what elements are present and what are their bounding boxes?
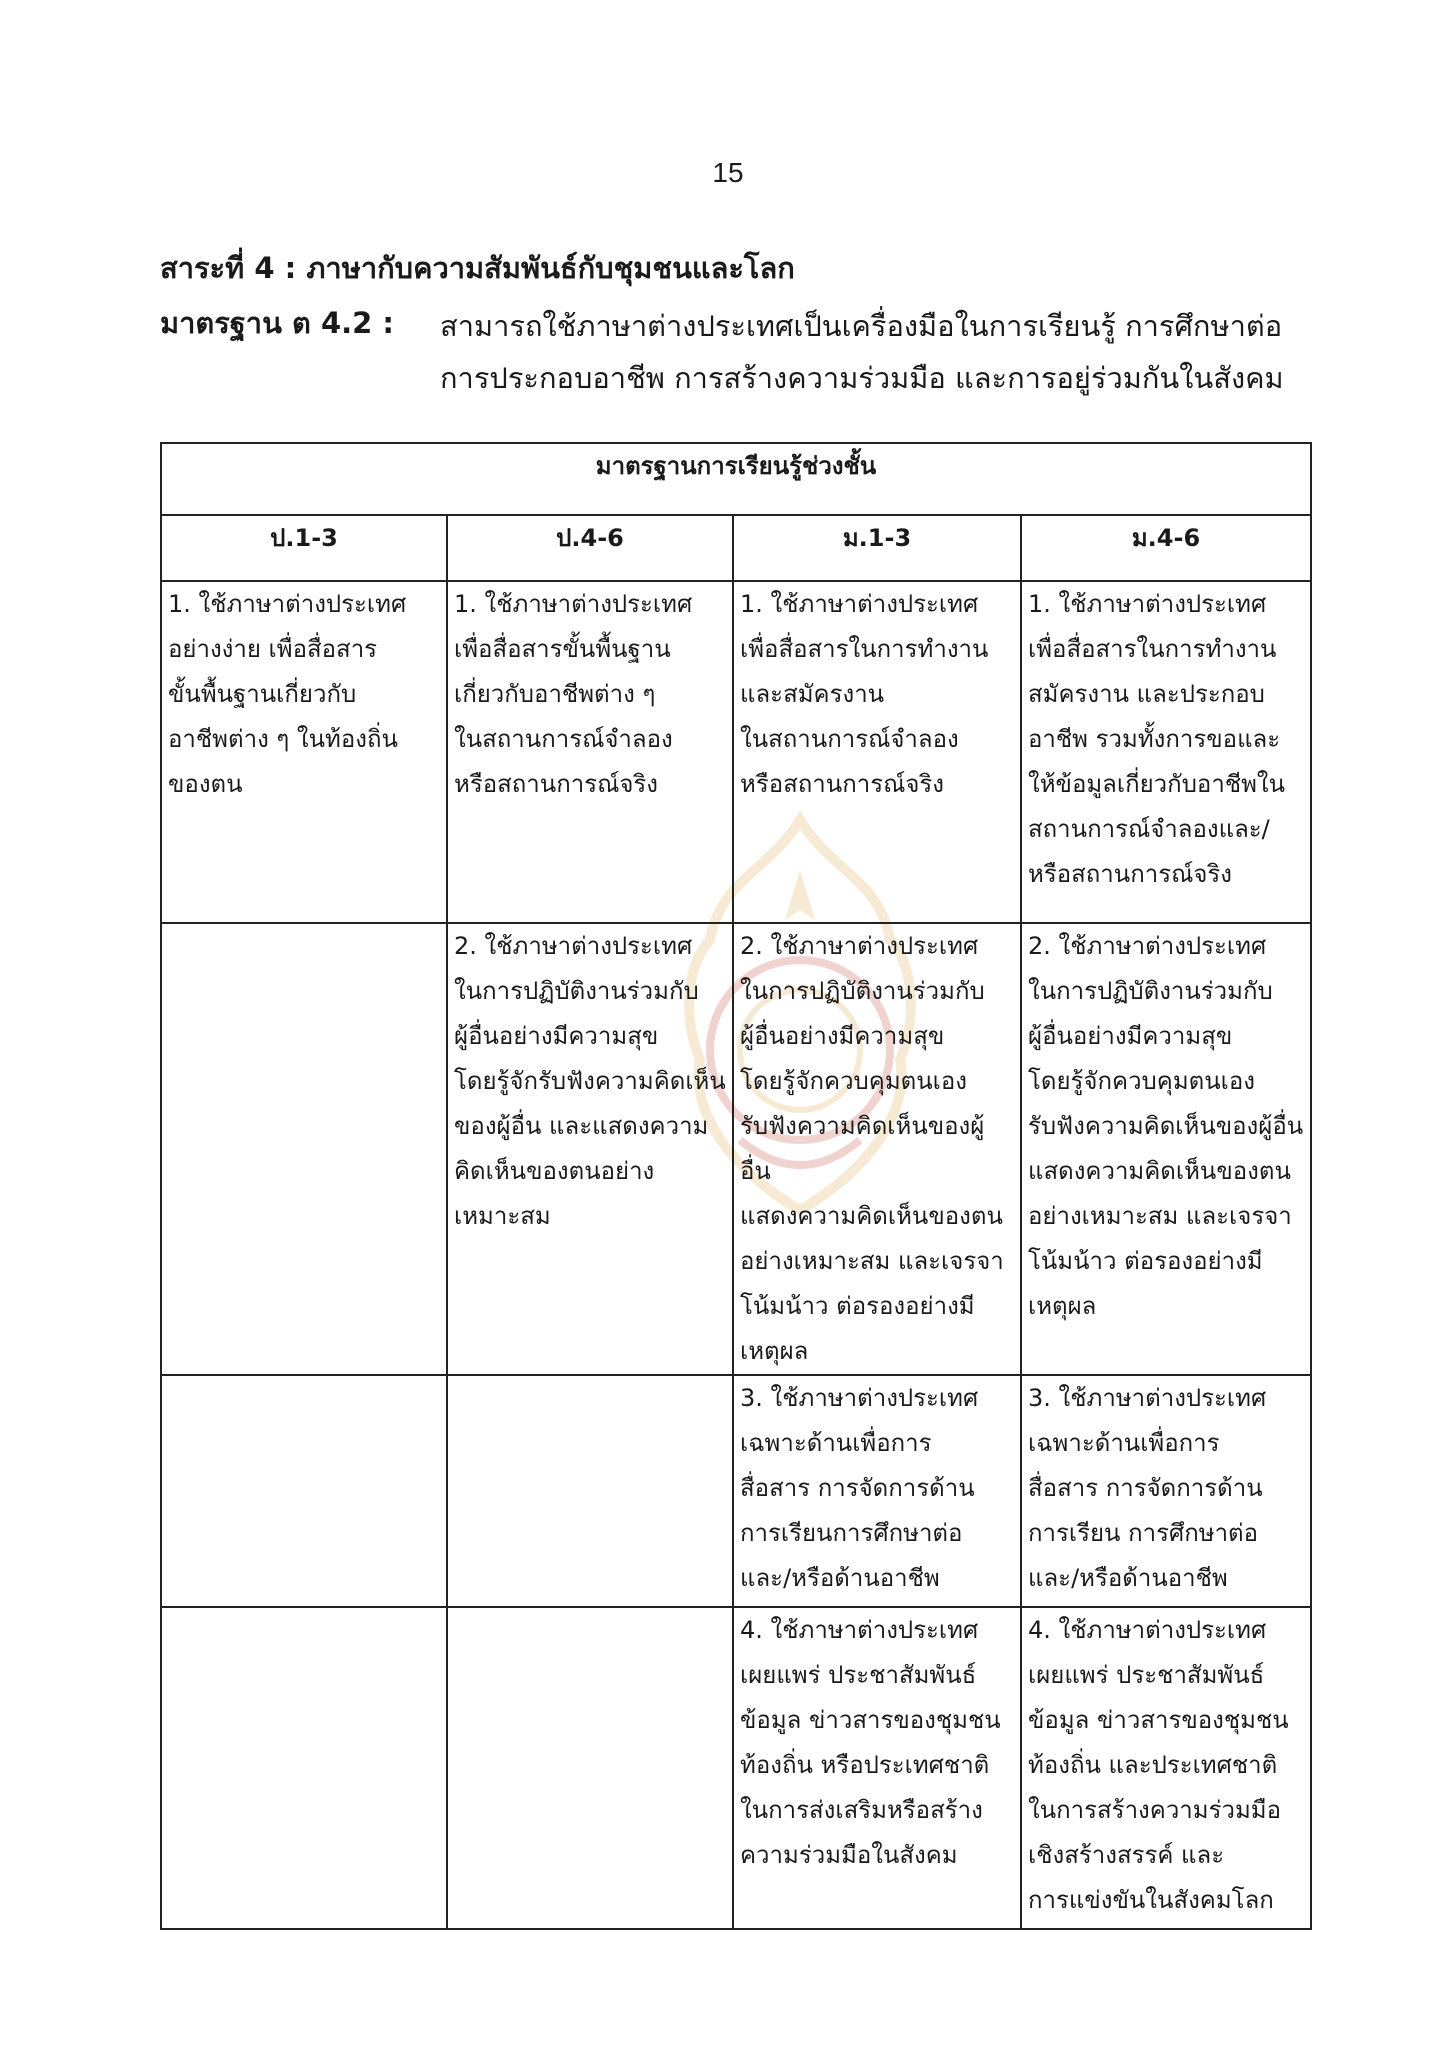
- table-cell: [447, 581, 733, 923]
- cell-text: 1. ใช้ภาษาต่างประเทศ เพื่อสื่อสารขั้นพื้นฐาน เกี่ยวกับอาชีพต่าง ๆ ในสถานการณ์จำลอง หรือสถานการณ์จริง: [454, 590, 693, 798]
- cell-text: 3. ใช้ภาษาต่างประเทศ เฉพาะด้านเพื่อการ สื่อสาร การจัดการด้าน การเรียน การศึกษาต่อ และ/หรือด้านอาชีพ: [1028, 1384, 1267, 1592]
- standard-description: สามารถใช้ภาษาต่างประเทศเป็นเครื่องมือในการเรียนรู้ การศึกษาต่อ การประกอบอาชีพ การสร้างความร่วมมือ และการอยู่ร่วมกันในสังคม: [440, 309, 1284, 395]
- cell-text: 1. ใช้ภาษาต่างประเทศ เพื่อสื่อสารในการทำงาน และสมัครงาน ในสถานการณ์จำลอง หรือสถานการณ์จริง: [740, 590, 989, 798]
- table-cell: [447, 1607, 733, 1929]
- learning-standards-table: [160, 442, 1312, 1930]
- cell-text: 1. ใช้ภาษาต่างประเทศ อย่างง่าย เพื่อสื่อสาร ขั้นพื้นฐานเกี่ยวกับ อาชีพต่าง ๆ ในท้องถิ่น ของตน: [168, 590, 407, 798]
- table-cell: [733, 581, 1021, 923]
- grade-header-m1-3: ม.1-3: [733, 515, 1021, 581]
- table-row: [161, 923, 1311, 1375]
- grade-header-m4-6: ม.4-6: [1021, 515, 1311, 581]
- table-cell: [1021, 1375, 1311, 1607]
- table-cell: [161, 923, 447, 1375]
- table-row: [161, 1607, 1311, 1929]
- grade-header-p1-3: ป.1-3: [161, 515, 447, 581]
- cell-text: 3. ใช้ภาษาต่างประเทศ เฉพาะด้านเพื่อการ สื่อสาร การจัดการด้าน การเรียนการศึกษาต่อ และ/หรือด้านอาชีพ: [740, 1384, 979, 1592]
- cell-text: 2. ใช้ภาษาต่างประเทศ ในการปฏิบัติงานร่วมกับ ผู้อื่นอย่างมีความสุข โดยรู้จักควบคุมตนเอง รับฟังความคิดเห็นของผู้อื่น แสดงความคิดเห็นของตน อย่างเหมาะสม และเจรจา โน้มน้าว ต่อรองอย่างมี เหตุผล: [1028, 932, 1304, 1320]
- standard-code: มาตรฐาน ต 4.2 :: [160, 306, 395, 340]
- table-cell: [161, 581, 447, 923]
- table-cell: [447, 923, 733, 1375]
- cell-text: 4. ใช้ภาษาต่างประเทศ เผยแพร่ ประชาสัมพันธ์ ข้อมูล ข่าวสารของชุมชน ท้องถิ่น และประเทศชาติ ในการสร้างความร่วมมือ เชิงสร้างสรรค์ และ การแข่งขันในสังคมโลก: [1028, 1616, 1289, 1914]
- cell-text: 1. ใช้ภาษาต่างประเทศ เพื่อสื่อสารในการทำงาน สมัครงาน และประกอบ อาชีพ รวมทั้งการขอและ ให้ข้อมูลเกี่ยวกับอาชีพใน สถานการณ์จำลองและ/ หรือสถานการณ์จริง: [1028, 590, 1286, 888]
- table-title: มาตรฐานการเรียนรู้ช่วงชั้น: [161, 443, 1311, 515]
- strand-heading: สาระที่ 4 : ภาษากับความสัมพันธ์กับชุมชนและโลก: [160, 251, 795, 285]
- table-cell: [161, 1607, 447, 1929]
- table-cell: [1021, 1607, 1311, 1929]
- table-cell: [733, 923, 1021, 1375]
- grade-header-p4-6: ป.4-6: [447, 515, 733, 581]
- table-cell: [1021, 923, 1311, 1375]
- page-number: 15: [712, 157, 744, 188]
- table-cell: [733, 1375, 1021, 1607]
- cell-text: 2. ใช้ภาษาต่างประเทศ ในการปฏิบัติงานร่วมกับ ผู้อื่นอย่างมีความสุข โดยรู้จักควบคุมตนเอง รับฟังความคิดเห็นของผู้อื่น แสดงความคิดเห็นของตน อย่างเหมาะสม และเจรจา โน้มน้าว ต่อรองอย่างมี เหตุผล: [740, 932, 1004, 1365]
- cell-text: 4. ใช้ภาษาต่างประเทศ เผยแพร่ ประชาสัมพันธ์ ข้อมูล ข่าวสารของชุมชน ท้องถิ่น หรือประเทศชาติ ในการส่งเสริมหรือสร้าง ความร่วมมือในสังคม: [740, 1616, 1001, 1869]
- table-cell: [161, 1375, 447, 1607]
- table-row: [161, 1375, 1311, 1607]
- table-cell: [447, 1375, 733, 1607]
- table-cell: [733, 1607, 1021, 1929]
- cell-text: 2. ใช้ภาษาต่างประเทศ ในการปฏิบัติงานร่วมกับ ผู้อื่นอย่างมีความสุข โดยรู้จักรับฟังความคิดเห็น ของผู้อื่น และแสดงความ คิดเห็นของตนอย่าง เหมาะสม: [454, 932, 726, 1230]
- table-cell: [1021, 581, 1311, 923]
- table-row: [161, 581, 1311, 923]
